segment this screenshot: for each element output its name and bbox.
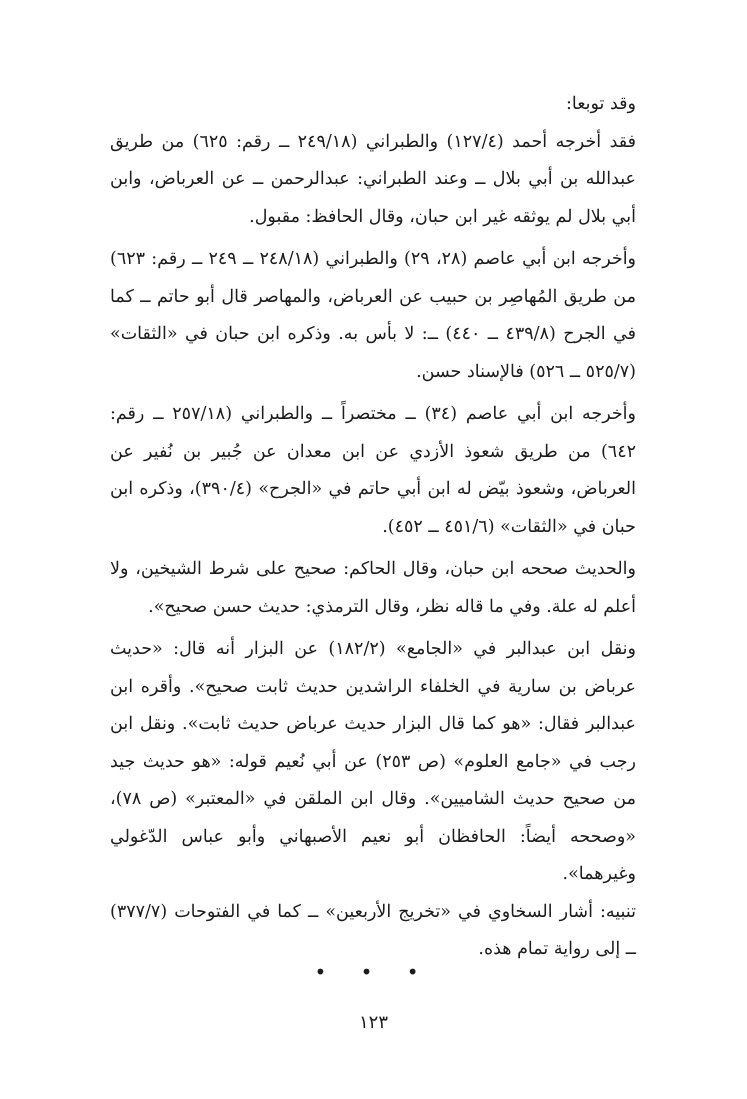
paragraph-note: تنبيه: أشار السخاوي في «تخريج الأربعين» ــ كما في الفتوحات (٣٧٧/٧) ــ إلى رواية تمام هذه. [110,901,636,959]
page-body [110,86,636,969]
paragraph-grading: والحديث صححه ابن حبان، وقال الحاكم: صحيح على شرط الشيخين، ولا أعلم له علة. وفي ما قاله نظر، وقال الترمذي: حديث حسن صحيح». [110,559,636,617]
section-separator: • • • [314,960,433,984]
paragraph-ibn-abi-asim-2: وأخرجه ابن أبي عاصم (٣٤) ــ مختصراً ــ والطبراني (٢٥٧/١٨ ــ رقم: ٦٤٢) من طريق شعوذ الأزدي عن ابن معدان عن جُبير بن نُفير عن العرباض، وشعوذ بيّض له ابن أبي حاتم في «الجرح» (٣٩٠/٤)، وذكره ابن حبان في «الثقات» (٤٥١/٦ ــ ٤٥٢). [110,404,636,537]
paragraph-ahmad: فقد أخرجه أحمد (١٢٧/٤) والطبراني (٢٤٩/١٨ ــ رقم: ٦٢٥) من طريق عبدالله بن أبي بلال ــ وعند الطبراني: عبدالرحمن ــ عن العرباض، وابن أبي بلال لم يوثقه غير ابن حبان، وقال الحافظ: مقبول. [110,131,636,227]
paragraph-ibn-abdulbarr: ونقل ابن عبدالبر في «الجامع» (١٨٢/٢) عن البزار أنه قال: «حديث عرباض بن سارية في الخلفاء الراشدين حديث ثابت صحيح». وأقره ابن عبدالبر فقال: «هو كما قال البزار حديث عرباض حديث ثابت». ونقل ابن رجب في «جامع العلوم» (ص ٢٥٣) عن أبي نُعيم قوله: «هو حديث جيد من صحيح حديث الشاميين». وقال ابن الملقن في «المعتبر» (ص ٧٨)، «وصححه أيضاً: الحافظان أبو نعيم الأصبهاني وأبو عباس الدّغولي وغيرهما». [110,639,636,884]
page-number: ١٢٣ [358,1012,388,1033]
paragraph-intro: وقد توبعا: [565,94,636,114]
paragraph-ibn-abi-asim-1: وأخرجه ابن أبي عاصم (٢٨، ٢٩) والطبراني (٢٤٨/١٨ ــ ٢٤٩ ــ رقم: ٦٢٣) من طريق المُهاصِر بن حبيب عن العرباض، والمهاصر قال أبو حاتم ــ كما في الجرح (٤٣٩/٨ ــ ٤٤٠) ــ: لا بأس به. وذكره ابن حبان في «الثقات» (٥٢٥/٧ ــ ٥٢٦) فالإسناد حسن. [110,249,637,382]
